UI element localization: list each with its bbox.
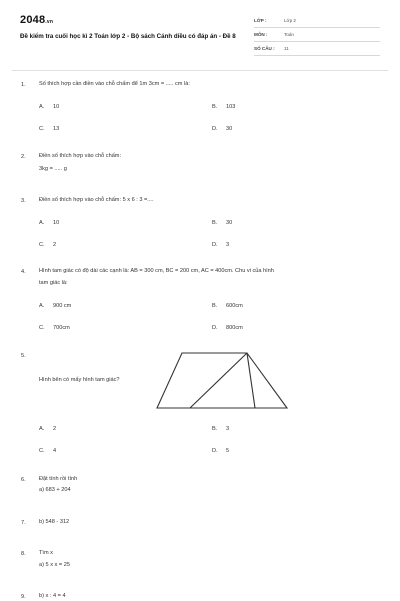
question-text-line: 3kg = ..... g [39,166,67,172]
meta-panel [254,14,380,56]
meta-value: Toán [284,32,294,37]
question-text: b) x : 4 = 4 [39,593,66,599]
triangle-divider-left [190,353,247,408]
question-text: Đặt tính rồi tính [39,476,78,482]
question-number: 7. [21,520,26,526]
answer-option[interactable]: D. 30 [212,126,233,132]
question-text: Hình bên có mấy hình tam giác? [39,377,120,383]
answer-option[interactable]: D. 800cm [212,325,243,331]
question-number: 8. [21,551,26,557]
document-title: Đề kiểm tra cuối học kì 2 Toán lớp 2 - Bộ sách Cánh diều có đáp án - Đề 8 [20,33,236,40]
question-number: 5. [21,353,26,359]
meta-row-subject [254,28,380,42]
answer-option[interactable]: C. 2 [39,242,57,248]
question-text: Điền số thích hợp vào chỗ chấm: 5 x 6 : 3 =.... [39,197,154,203]
question-text: Tìm x [39,550,53,556]
answer-option[interactable]: C. 4 [39,448,57,454]
triangle-divider-right [247,353,255,408]
question-number: 6. [21,477,26,483]
answer-option[interactable]: B. 103 [212,104,236,110]
question-number: 1. [21,82,26,88]
answer-option[interactable]: A. 10 [39,104,60,110]
answer-option[interactable]: A. 2 [39,426,57,432]
meta-key: MÔN : [254,32,268,37]
answer-option[interactable]: D. 3 [212,242,230,248]
answer-option[interactable]: C. 13 [39,126,60,132]
question-text-line: tam giác là: [39,280,68,286]
question-text: b) 548 - 312 [39,519,70,525]
answer-option[interactable]: B. 30 [212,220,233,226]
meta-row-count [254,42,380,56]
site-logo[interactable]: 2048.vn [20,14,54,26]
answer-option[interactable]: B. 3 [212,426,230,432]
answer-option[interactable]: B. 600cm [212,303,243,309]
question-number: 9. [21,594,26,600]
meta-value: Lớp 2 [284,18,296,23]
answer-option[interactable]: A. 10 [39,220,60,226]
question-text: Hình tam giác có độ dài các cạnh là: AB = 300 cm, BC = 200 cm, AC = 400cm. Chu vi của hình [39,268,274,274]
question-text-line: a) 683 + 204 [39,487,71,493]
meta-row-grade [254,14,380,28]
meta-value: 11 [284,46,289,51]
meta-key: SỐ CÂU : [254,46,275,51]
question-number: 3. [21,198,26,204]
question-text: Số thích hợp cần điền vào chỗ chấm để 1m 3cm = ..... cm là: [39,81,190,87]
question-number: 4. [21,269,26,275]
meta-key: LỚP : [254,18,267,23]
answer-option[interactable]: D. 5 [212,448,230,454]
trapezoid-figure [155,348,289,410]
answer-option[interactable]: C. 700cm [39,325,70,331]
header-divider [12,70,388,71]
question-text: Điền số thích hợp vào chỗ chấm: [39,153,122,159]
answer-option[interactable]: A. 900 cm [39,303,72,309]
question-text-line: a) 5 x x = 25 [39,562,70,568]
trapezoid-outline [157,353,287,408]
question-number: 2. [21,154,26,160]
